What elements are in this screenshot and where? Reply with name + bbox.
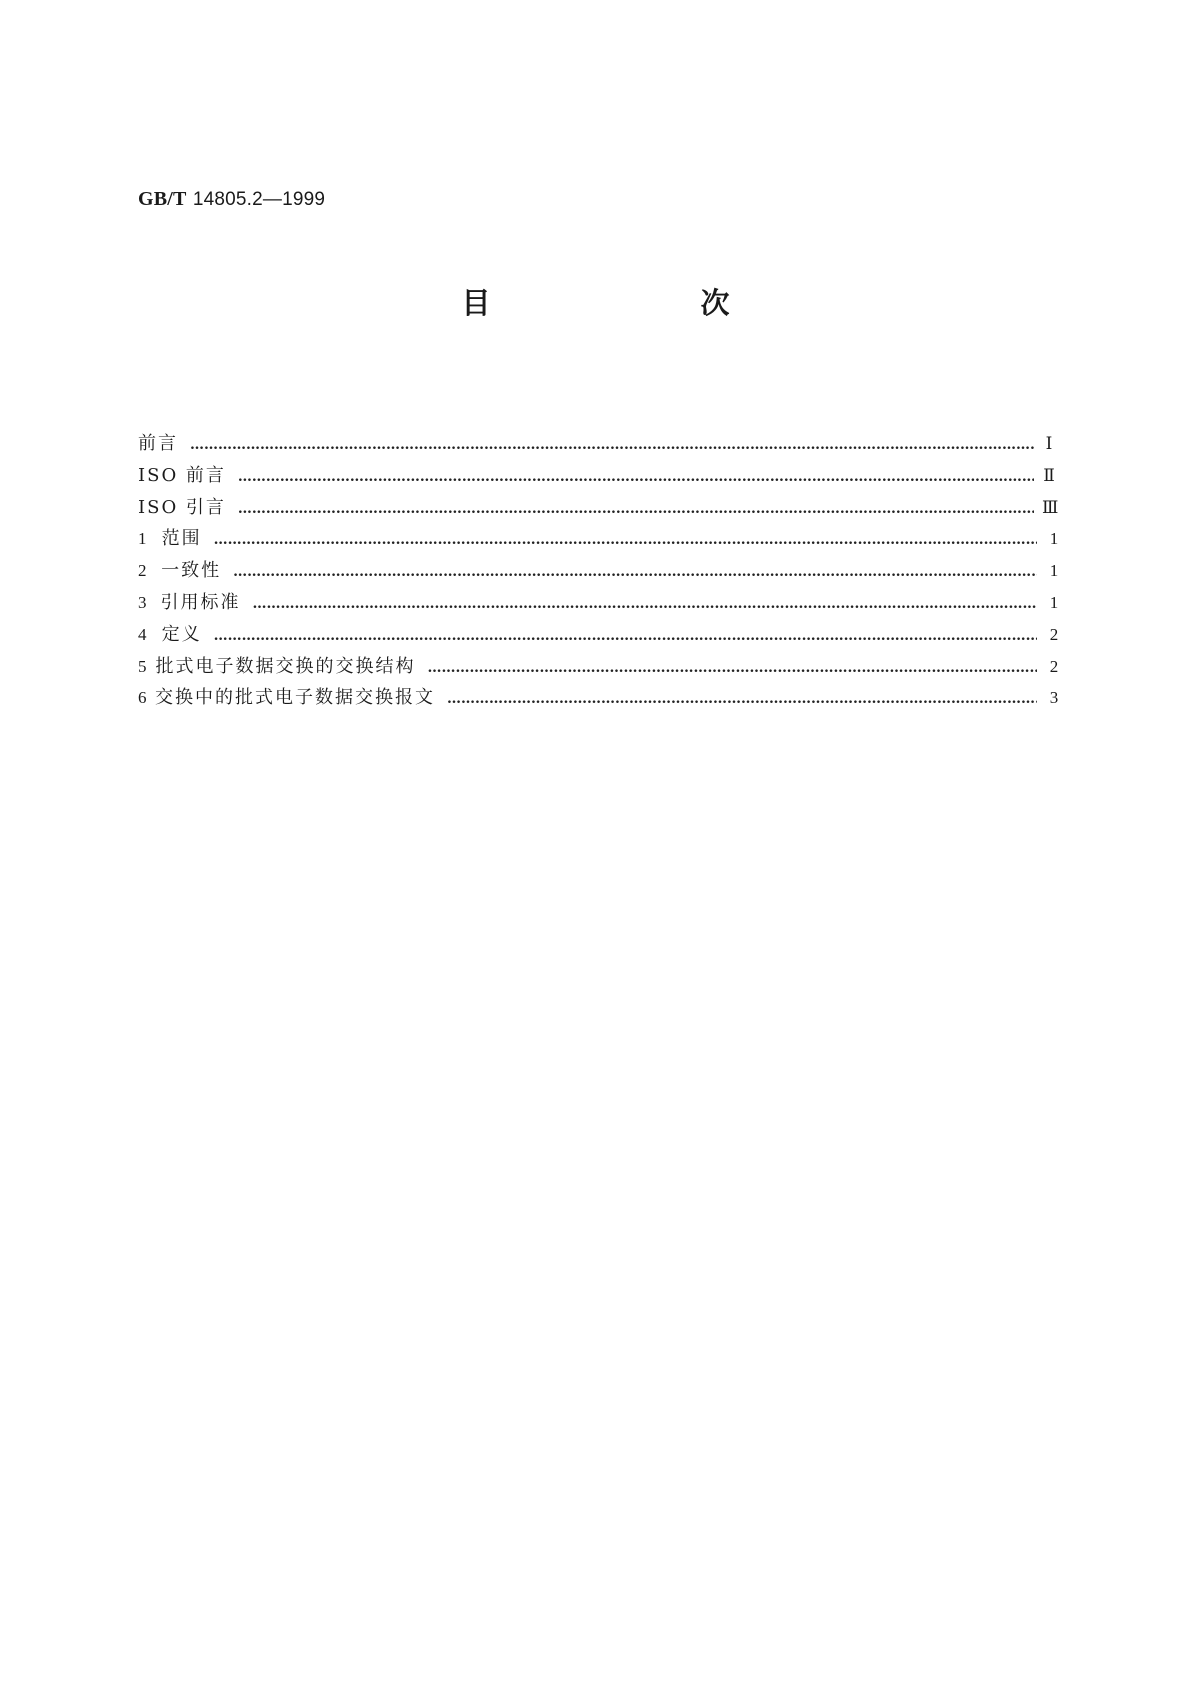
toc-entry-number: 6 (138, 688, 147, 708)
toc-entry-label: 批式电子数据交换的交换结构 (155, 655, 416, 677)
toc-entry-number: 1 (138, 529, 147, 549)
toc-entry-label: 引用标准 (160, 591, 241, 613)
toc-entry-conformance[interactable] (138, 555, 1061, 587)
toc-entry-page: Ⅱ (1043, 465, 1055, 485)
toc-entry-number: 4 (138, 624, 147, 644)
toc-entry-foreword[interactable] (138, 428, 1061, 460)
toc-leader-dots (214, 621, 1037, 653)
toc-entry-messages-in-interchange[interactable] (138, 682, 1061, 714)
standard-code: 14805.2—1999 (192, 189, 326, 210)
toc-entry-interchange-structure[interactable] (138, 651, 1061, 683)
table-of-contents (138, 428, 1061, 714)
toc-entry-number: 3 (138, 592, 147, 612)
toc-entry-page: 3 (1049, 688, 1059, 708)
toc-entry-label: 前言 (138, 433, 178, 454)
toc-entry-label: 交换中的批式电子数据交换报文 (154, 687, 435, 709)
toc-leader-dots (190, 430, 1034, 462)
toc-entry-label: 定义 (161, 623, 202, 645)
toc-leader-dots (233, 557, 1037, 589)
toc-entry-number: 2 (138, 561, 147, 581)
toc-entry-label: ISO 前言 (138, 464, 226, 486)
standard-identifier (138, 188, 325, 211)
toc-leader-dots (238, 494, 1034, 526)
toc-leader-dots (447, 684, 1037, 716)
toc-leader-dots (238, 462, 1034, 494)
toc-entry-page: 2 (1049, 624, 1059, 644)
toc-entry-label: 范围 (161, 528, 202, 550)
toc-entry-scope[interactable] (138, 523, 1061, 555)
toc-entry-label: 一致性 (161, 560, 222, 582)
toc-entry-number: 5 (138, 656, 147, 676)
toc-entry-definitions[interactable] (138, 619, 1061, 651)
toc-entry-page: 2 (1049, 656, 1059, 676)
toc-entry-label: ISO 引言 (138, 496, 226, 518)
toc-entry-normative-references[interactable] (138, 587, 1061, 619)
toc-entry-iso-foreword[interactable] (138, 460, 1061, 492)
toc-leader-dots (214, 525, 1037, 557)
standard-prefix: GB/T (138, 188, 187, 210)
toc-entry-page: Ⅲ (1042, 497, 1059, 517)
toc-entry-page: 1 (1049, 592, 1059, 612)
toc-entry-page: Ⅰ (1045, 434, 1053, 453)
toc-title: 目 次 (461, 286, 830, 320)
toc-leader-dots (253, 589, 1037, 621)
toc-entry-page: 1 (1049, 529, 1059, 549)
toc-entry-iso-introduction[interactable] (138, 492, 1061, 524)
toc-entry-page: 1 (1049, 561, 1059, 581)
toc-leader-dots (428, 653, 1037, 685)
